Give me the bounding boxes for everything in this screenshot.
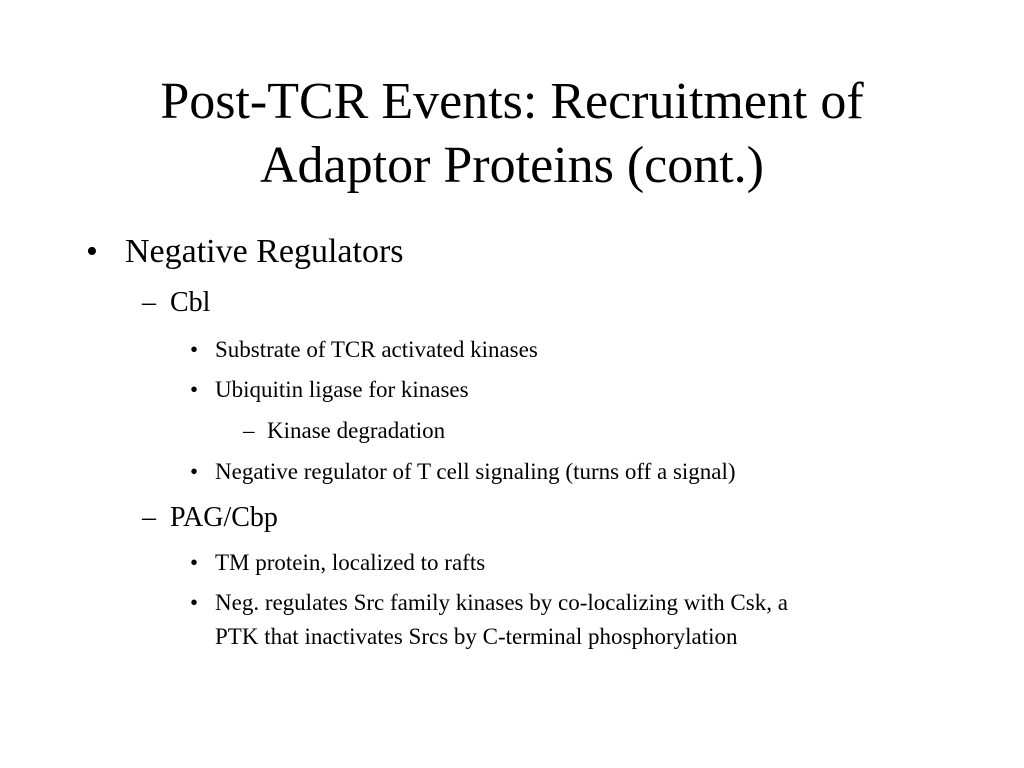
bullet-marker: •: [190, 550, 199, 575]
bullet-marker: •: [86, 233, 98, 270]
bullet-marker: •: [190, 459, 199, 484]
bullet-text: Kinase degradation: [267, 418, 446, 443]
bullet-text: Negative regulator of T cell signaling (turns off a signal): [215, 459, 736, 484]
bullet-text: Negative Regulators: [125, 233, 404, 270]
title-line-1: Post-TCR Events: Recruitment of: [160, 73, 864, 130]
dash-marker: –: [142, 287, 156, 318]
bullet-marker: •: [190, 590, 199, 615]
bullet-text: PTK that inactivates Srcs by C-terminal phosphorylation: [215, 624, 738, 649]
slide-title: [60, 70, 964, 199]
bullet-text: Cbl: [170, 287, 211, 318]
dash-marker: –: [142, 502, 156, 533]
bullet-marker: •: [190, 377, 199, 402]
bullet-text: Ubiquitin ligase for kinases: [215, 377, 469, 402]
bullet-text: PAG/Cbp: [170, 502, 278, 533]
bullet-marker: •: [190, 337, 199, 362]
bullet-text: Neg. regulates Src family kinases by co-localizing with Csk, a: [215, 590, 788, 615]
title-line-2: Adaptor Proteins (cont.): [259, 137, 764, 195]
bullet-text: TM protein, localized to rafts: [215, 550, 486, 575]
dash-marker: –: [243, 418, 255, 443]
bullet-text: Substrate of TCR activated kinases: [215, 337, 538, 362]
